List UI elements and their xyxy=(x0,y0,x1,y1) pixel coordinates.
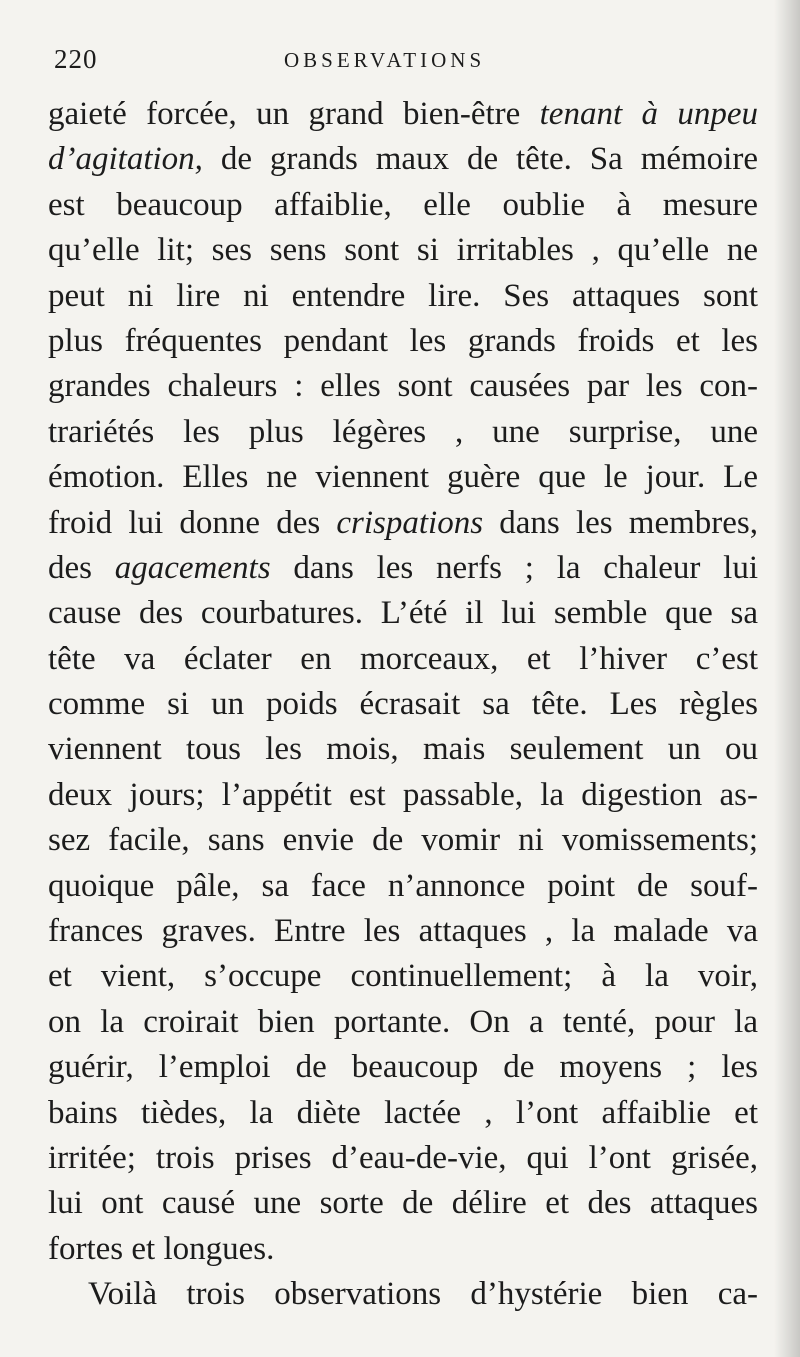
text-segment: guérir, l’emploi de beaucoup de moyens ; les xyxy=(48,1049,758,1086)
text-line xyxy=(48,455,758,500)
text-segment: bains tièdes, la diète lactée , l’ont affaiblie et xyxy=(48,1094,758,1131)
text-line xyxy=(48,1045,758,1090)
text-line xyxy=(48,727,758,772)
text-segment: plus fréquentes pendant les grands froids et les xyxy=(48,322,758,359)
text-segment: dans les nerfs ; la chaleur lui xyxy=(270,549,758,586)
text-line xyxy=(48,410,758,455)
italic-text: d’agitation, xyxy=(48,141,203,178)
text-segment: de grands maux de tête. Sa mémoire xyxy=(202,141,758,178)
text-segment: qu’elle lit; ses sens sont si irritables , qu’elle ne xyxy=(48,232,758,269)
text-line xyxy=(48,274,758,319)
text-line xyxy=(48,818,758,863)
text-line xyxy=(48,1091,758,1136)
text-segment: frances graves. Entre les attaques , la malade va xyxy=(48,913,758,950)
text-segment: est beaucoup affaiblie, elle oublie à mesure xyxy=(48,186,758,223)
text-line xyxy=(48,682,758,727)
italic-text: tenant à unpeu xyxy=(539,96,758,132)
text-line xyxy=(48,864,758,909)
text-line xyxy=(48,1272,758,1317)
text-segment: tête va éclater en morceaux, et l’hiver c’est xyxy=(48,640,758,677)
text-line xyxy=(48,909,758,954)
text-line xyxy=(48,228,758,273)
text-segment: et vient, s’occupe continuellement; à la voir, xyxy=(48,958,758,995)
text-line xyxy=(48,137,758,182)
text-segment: émotion. Elles ne viennent guère que le jour. Le xyxy=(48,459,758,496)
text-segment: des xyxy=(48,549,115,586)
text-segment: dans les membres, xyxy=(483,504,758,541)
text-line xyxy=(48,773,758,818)
text-segment: on la croirait bien portante. On a tenté, pour la xyxy=(48,1003,758,1040)
page-gutter-shadow xyxy=(774,0,800,1357)
page-header xyxy=(54,44,746,78)
italic-text: crispations xyxy=(336,504,484,541)
text-segment: lui ont causé une sorte de délire et des attaques xyxy=(48,1185,758,1222)
text-line xyxy=(48,319,758,364)
running-head: OBSERVATIONS xyxy=(284,48,486,72)
text-segment: froid lui donne des xyxy=(48,504,337,541)
text-segment: quoique pâle, sa face n’annonce point de souf- xyxy=(48,867,758,904)
text-segment: gaieté forcée, un grand bien-être xyxy=(48,96,540,132)
text-line xyxy=(48,954,758,999)
text-segment: Voilà trois observations d’hystérie bien ca- xyxy=(88,1276,758,1313)
text-segment: sez facile, sans envie de vomir ni vomissements; xyxy=(48,822,758,859)
text-segment: cause des courbatures. L’été il lui semble que sa xyxy=(48,595,758,632)
text-line xyxy=(48,92,758,137)
text-line xyxy=(48,1000,758,1045)
body-text xyxy=(48,92,758,1318)
text-segment: peut ni lire ni entendre lire. Ses attaques sont xyxy=(48,277,758,314)
text-line xyxy=(48,1136,758,1181)
text-line xyxy=(48,546,758,591)
text-line xyxy=(48,501,758,546)
text-segment: comme si un poids écrasait sa tête. Les règles xyxy=(48,686,758,723)
text-line xyxy=(48,1181,758,1226)
text-line xyxy=(48,591,758,636)
text-segment: trariétés les plus légères , une surprise, une xyxy=(48,413,758,450)
text-segment: irritée; trois prises d’eau-de-vie, qui l’ont grisée, xyxy=(48,1139,758,1176)
text-segment: deux jours; l’appétit est passable, la digestion as- xyxy=(48,776,758,813)
italic-text: agacements xyxy=(114,549,271,586)
text-segment: grandes chaleurs : elles sont causées par les con- xyxy=(48,368,758,405)
text-line xyxy=(48,364,758,409)
text-line xyxy=(48,637,758,682)
text-segment: fortes et longues. xyxy=(48,1230,275,1267)
text-line xyxy=(48,183,758,228)
text-segment: viennent tous les mois, mais seulement un ou xyxy=(48,731,758,768)
text-line xyxy=(48,1227,758,1272)
page-number: 220 xyxy=(54,44,98,74)
